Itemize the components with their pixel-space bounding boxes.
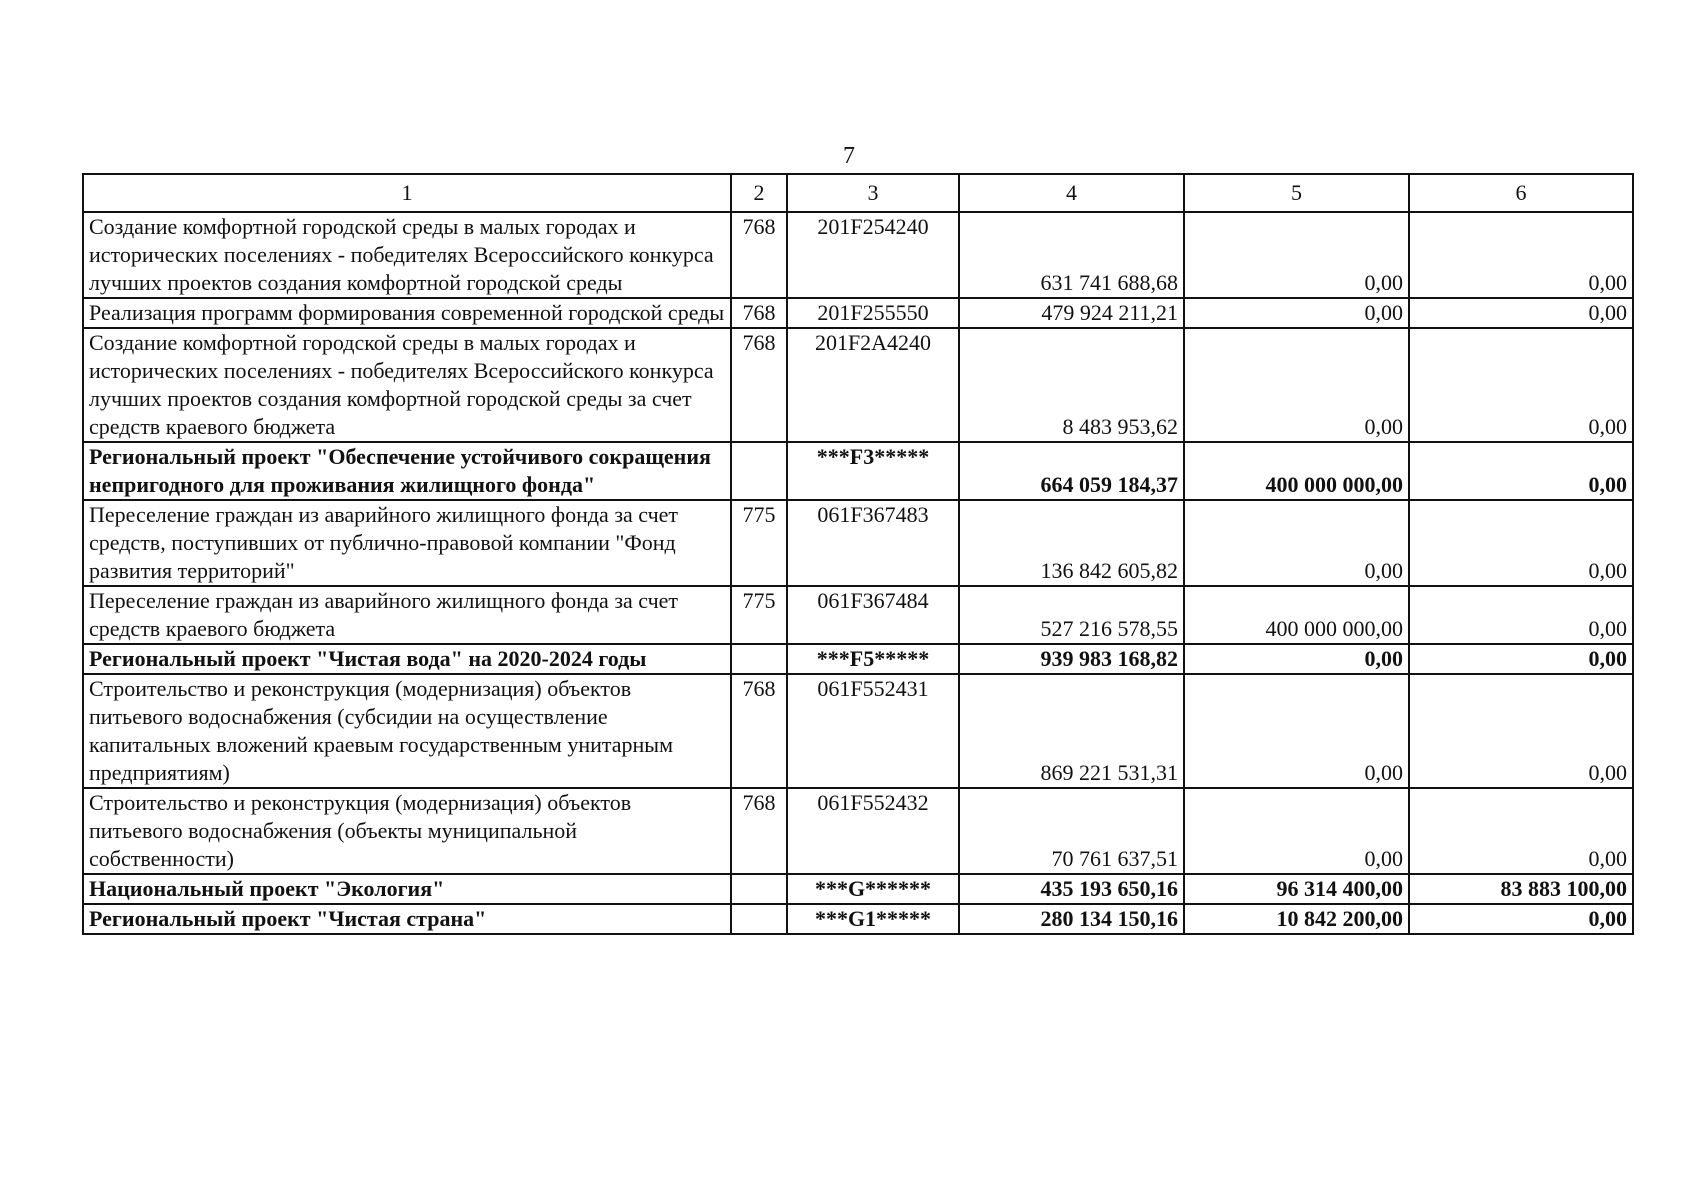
row-target-code-cell: ***F3*****: [787, 442, 959, 500]
row-amount-col5-cell: 0,00: [1184, 298, 1409, 328]
row-code-cell: 768: [731, 212, 787, 298]
row-amount-col6-cell: 0,00: [1409, 212, 1633, 298]
row-name-cell: Создание комфортной городской среды в малых городах и исторических поселениях - победителях Всероссийского конкурса лучших проектов создания комфортной городской среды: [83, 212, 731, 298]
row-target-code-cell: ***G1*****: [787, 904, 959, 934]
row-amount-col4-cell: 280 134 150,16: [959, 904, 1184, 934]
row-amount-col5-cell: 0,00: [1184, 644, 1409, 674]
table-row: [83, 500, 1633, 586]
row-target-code-cell: 201F254240: [787, 212, 959, 298]
row-target-code-cell: ***F5*****: [787, 644, 959, 674]
column-header: 3: [787, 174, 959, 212]
row-amount-col4-cell: 631 741 688,68: [959, 212, 1184, 298]
table-row: [83, 674, 1633, 788]
row-amount-col6-cell: 0,00: [1409, 674, 1633, 788]
row-name-cell: Переселение граждан из аварийного жилищного фонда за счет средств краевого бюджета: [83, 586, 731, 644]
table-row: [83, 788, 1633, 874]
row-name-cell: Создание комфортной городской среды в малых городах и исторических поселениях - победителях Всероссийского конкурса лучших проектов создания комфортной городской среды за счет средств краевого бюджета: [83, 328, 731, 442]
row-target-code-cell: 061F552432: [787, 788, 959, 874]
row-amount-col5-cell: 0,00: [1184, 500, 1409, 586]
row-amount-col4-cell: 939 983 168,82: [959, 644, 1184, 674]
row-amount-col5-cell: 10 842 200,00: [1184, 904, 1409, 934]
row-name-cell: Региональный проект "Чистая страна": [83, 904, 731, 934]
row-code-cell: 768: [731, 674, 787, 788]
row-target-code-cell: 061F367484: [787, 586, 959, 644]
row-amount-col4-cell: 136 842 605,82: [959, 500, 1184, 586]
column-header: 5: [1184, 174, 1409, 212]
row-amount-col5-cell: 0,00: [1184, 674, 1409, 788]
row-amount-col5-cell: 400 000 000,00: [1184, 586, 1409, 644]
row-target-code-cell: 061F367483: [787, 500, 959, 586]
row-amount-col4-cell: 527 216 578,55: [959, 586, 1184, 644]
column-header: 4: [959, 174, 1184, 212]
row-code-cell: [731, 644, 787, 674]
row-amount-col6-cell: 0,00: [1409, 328, 1633, 442]
row-code-cell: [731, 874, 787, 904]
row-amount-col5-cell: 400 000 000,00: [1184, 442, 1409, 500]
column-header: 6: [1409, 174, 1633, 212]
row-name-cell: Реализация программ формирования современной городской среды: [83, 298, 731, 328]
row-code-cell: [731, 904, 787, 934]
row-amount-col4-cell: 869 221 531,31: [959, 674, 1184, 788]
row-amount-col6-cell: 0,00: [1409, 442, 1633, 500]
table-row: [83, 298, 1633, 328]
column-header: 2: [731, 174, 787, 212]
table-row: [83, 328, 1633, 442]
row-amount-col5-cell: 0,00: [1184, 212, 1409, 298]
row-amount-col6-cell: 0,00: [1409, 500, 1633, 586]
row-amount-col6-cell: 0,00: [1409, 788, 1633, 874]
row-amount-col5-cell: 0,00: [1184, 328, 1409, 442]
row-target-code-cell: ***G******: [787, 874, 959, 904]
table-row: [83, 644, 1633, 674]
row-code-cell: 768: [731, 788, 787, 874]
row-amount-col4-cell: 70 761 637,51: [959, 788, 1184, 874]
row-target-code-cell: 201F255550: [787, 298, 959, 328]
row-amount-col6-cell: 0,00: [1409, 298, 1633, 328]
table-row: [83, 212, 1633, 298]
table-row: [83, 442, 1633, 500]
row-amount-col6-cell: 83 883 100,00: [1409, 874, 1633, 904]
row-amount-col5-cell: 0,00: [1184, 788, 1409, 874]
row-name-cell: Строительство и реконструкция (модернизация) объектов питьевого водоснабжения (субсидии на осуществление капитальных вложений краевым государственным унитарным предприятиям): [83, 674, 731, 788]
row-code-cell: 768: [731, 298, 787, 328]
page-number: 7: [843, 143, 855, 169]
row-amount-col6-cell: 0,00: [1409, 904, 1633, 934]
row-code-cell: 775: [731, 586, 787, 644]
row-name-cell: Региональный проект "Обеспечение устойчивого сокращения непригодного для проживания жилищного фонда": [83, 442, 731, 500]
row-target-code-cell: 061F552431: [787, 674, 959, 788]
column-header: 1: [83, 174, 731, 212]
row-code-cell: 768: [731, 328, 787, 442]
row-amount-col4-cell: 8 483 953,62: [959, 328, 1184, 442]
table-row: [83, 586, 1633, 644]
row-amount-col5-cell: 96 314 400,00: [1184, 874, 1409, 904]
row-code-cell: [731, 442, 787, 500]
row-target-code-cell: 201F2A4240: [787, 328, 959, 442]
row-name-cell: Региональный проект "Чистая вода" на 2020-2024 годы: [83, 644, 731, 674]
row-amount-col4-cell: 664 059 184,37: [959, 442, 1184, 500]
row-name-cell: Национальный проект "Экология": [83, 874, 731, 904]
row-amount-col6-cell: 0,00: [1409, 586, 1633, 644]
row-amount-col6-cell: 0,00: [1409, 644, 1633, 674]
row-name-cell: Строительство и реконструкция (модернизация) объектов питьевого водоснабжения (объекты муниципальной собственности): [83, 788, 731, 874]
budget-table: [82, 173, 1634, 935]
row-amount-col4-cell: 435 193 650,16: [959, 874, 1184, 904]
table-row: [83, 904, 1633, 934]
row-code-cell: 775: [731, 500, 787, 586]
row-name-cell: Переселение граждан из аварийного жилищного фонда за счет средств, поступивших от публично-правовой компании "Фонд развития территорий": [83, 500, 731, 586]
table-row: [83, 874, 1633, 904]
row-amount-col4-cell: 479 924 211,21: [959, 298, 1184, 328]
table-header-row: [83, 174, 1633, 212]
